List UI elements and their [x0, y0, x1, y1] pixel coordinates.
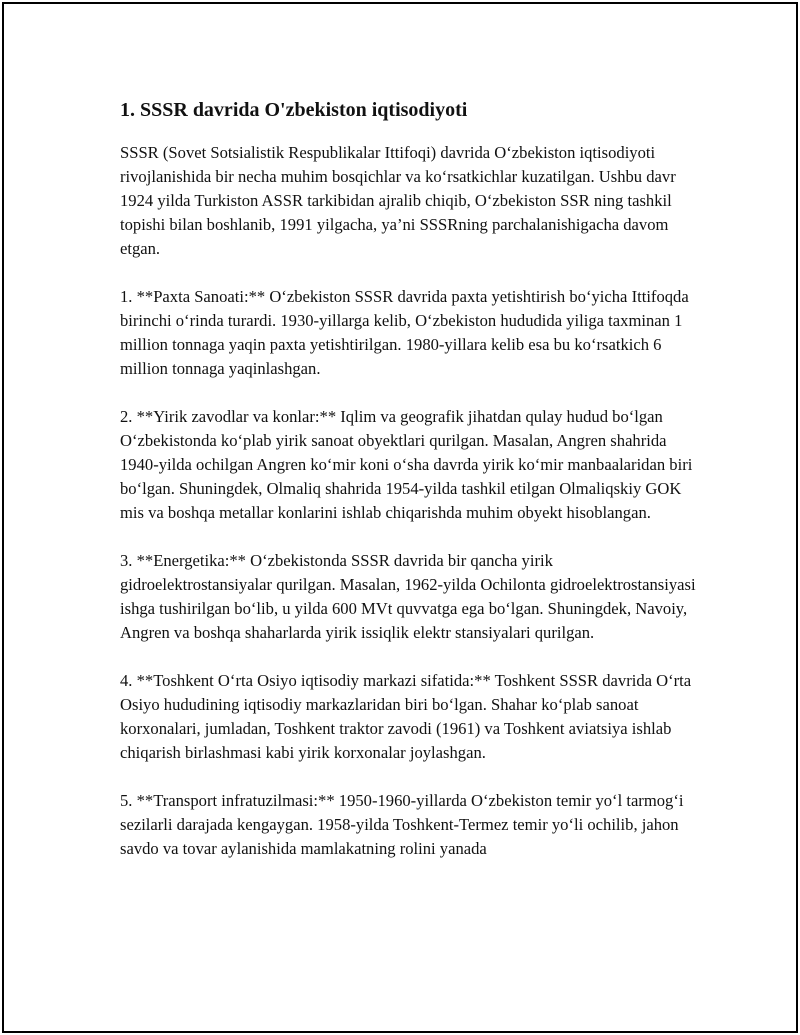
paragraph-transport: 5. **Transport infratuzilmasi:** 1950-1960-yillarda O‘zbekiston temir yo‘l tarmog‘i sezilarli darajada kengaygan. 1958-yilda Toshkent-Termez temir yo‘li ochilib, jahon savdo va tovar aylanishida mamlakatning rolini yanada [120, 791, 684, 858]
paragraph-cotton-industry: 1. **Paxta Sanoati:** O‘zbekiston SSSR davrida paxta yetishtirish bo‘yicha Ittifoqda birinchi o‘rinda turardi. 1930-yillarga kelib, O‘zbekiston hududida yiliga taxminan 1 million tonnaga yaqin paxta yetishtirilgan. 1980-yillara kelib esa bu ko‘rsatkich 6 million tonnaga yaqinlashgan. [120, 287, 689, 378]
paragraph-intro: SSSR (Sovet Sotsialistik Respublikalar Ittifoqi) davrida O‘zbekiston iqtisodiyoti rivojlanishida bir necha muhim bosqichlar va ko‘rsatkichlar kuzatilgan. Ushbu davr 1924 yilda Turkiston ASSR tarkibidan ajralib chiqib, O‘zbekiston SSR ning tashkil topishi bilan boshlanib, 1991 yilgacha, ya’ni SSSRning parchalanishigacha davom etgan. [120, 143, 676, 258]
document-title: 1. SSSR davrida O'zbekiston iqtisodiyoti [120, 99, 468, 121]
paragraph-plants-and-mines: 2. **Yirik zavodlar va konlar:** Iqlim va geografik jihatdan qulay hudud bo‘lgan O‘zbekistonda ko‘plab yirik sanoat obyektlari qurilgan. Masalan, Angren shahrida 1940-yilda ochilgan Angren ko‘mir koni o‘sha davrda yirik ko‘mir manbaalaridan biri bo‘lgan. Shuningdek, Olmaliq shahrida 1954-yilda tashkil etilgan Olmaliqskiy GOK mis va boshqa metallar konlarini ishlab chiqarishda muhim obyekt hisoblangan. [120, 407, 693, 522]
paragraph-energy: 3. **Energetika:** O‘zbekistonda SSSR davrida bir qancha yirik gidroelektrostansiyalar qurilgan. Masalan, 1962-yilda Ochilonta gidroelektrostansiyasi ishga tushirilgan bo‘lib, u yilda 600 MVt quvvatga ega bo‘lgan. Shuningdek, Navoiy, Angren va boshqa shaharlarda yirik issiqlik elektr stansiyalari qurilgan. [120, 551, 696, 642]
paragraph-tashkent-center: 4. **Toshkent O‘rta Osiyo iqtisodiy markazi sifatida:** Toshkent SSSR davrida O‘rta Osiyo hududining iqtisodiy markazlaridan biri bo‘lgan. Shahar ko‘plab sanoat korxonalari, jumladan, Toshkent traktor zavodi (1961) va Toshkent aviatsiya ishlab chiqarish birlashmasi kabi yirik korxonalar joylashgan. [120, 671, 692, 762]
page [2, 2, 798, 1033]
document-body [120, 96, 700, 885]
